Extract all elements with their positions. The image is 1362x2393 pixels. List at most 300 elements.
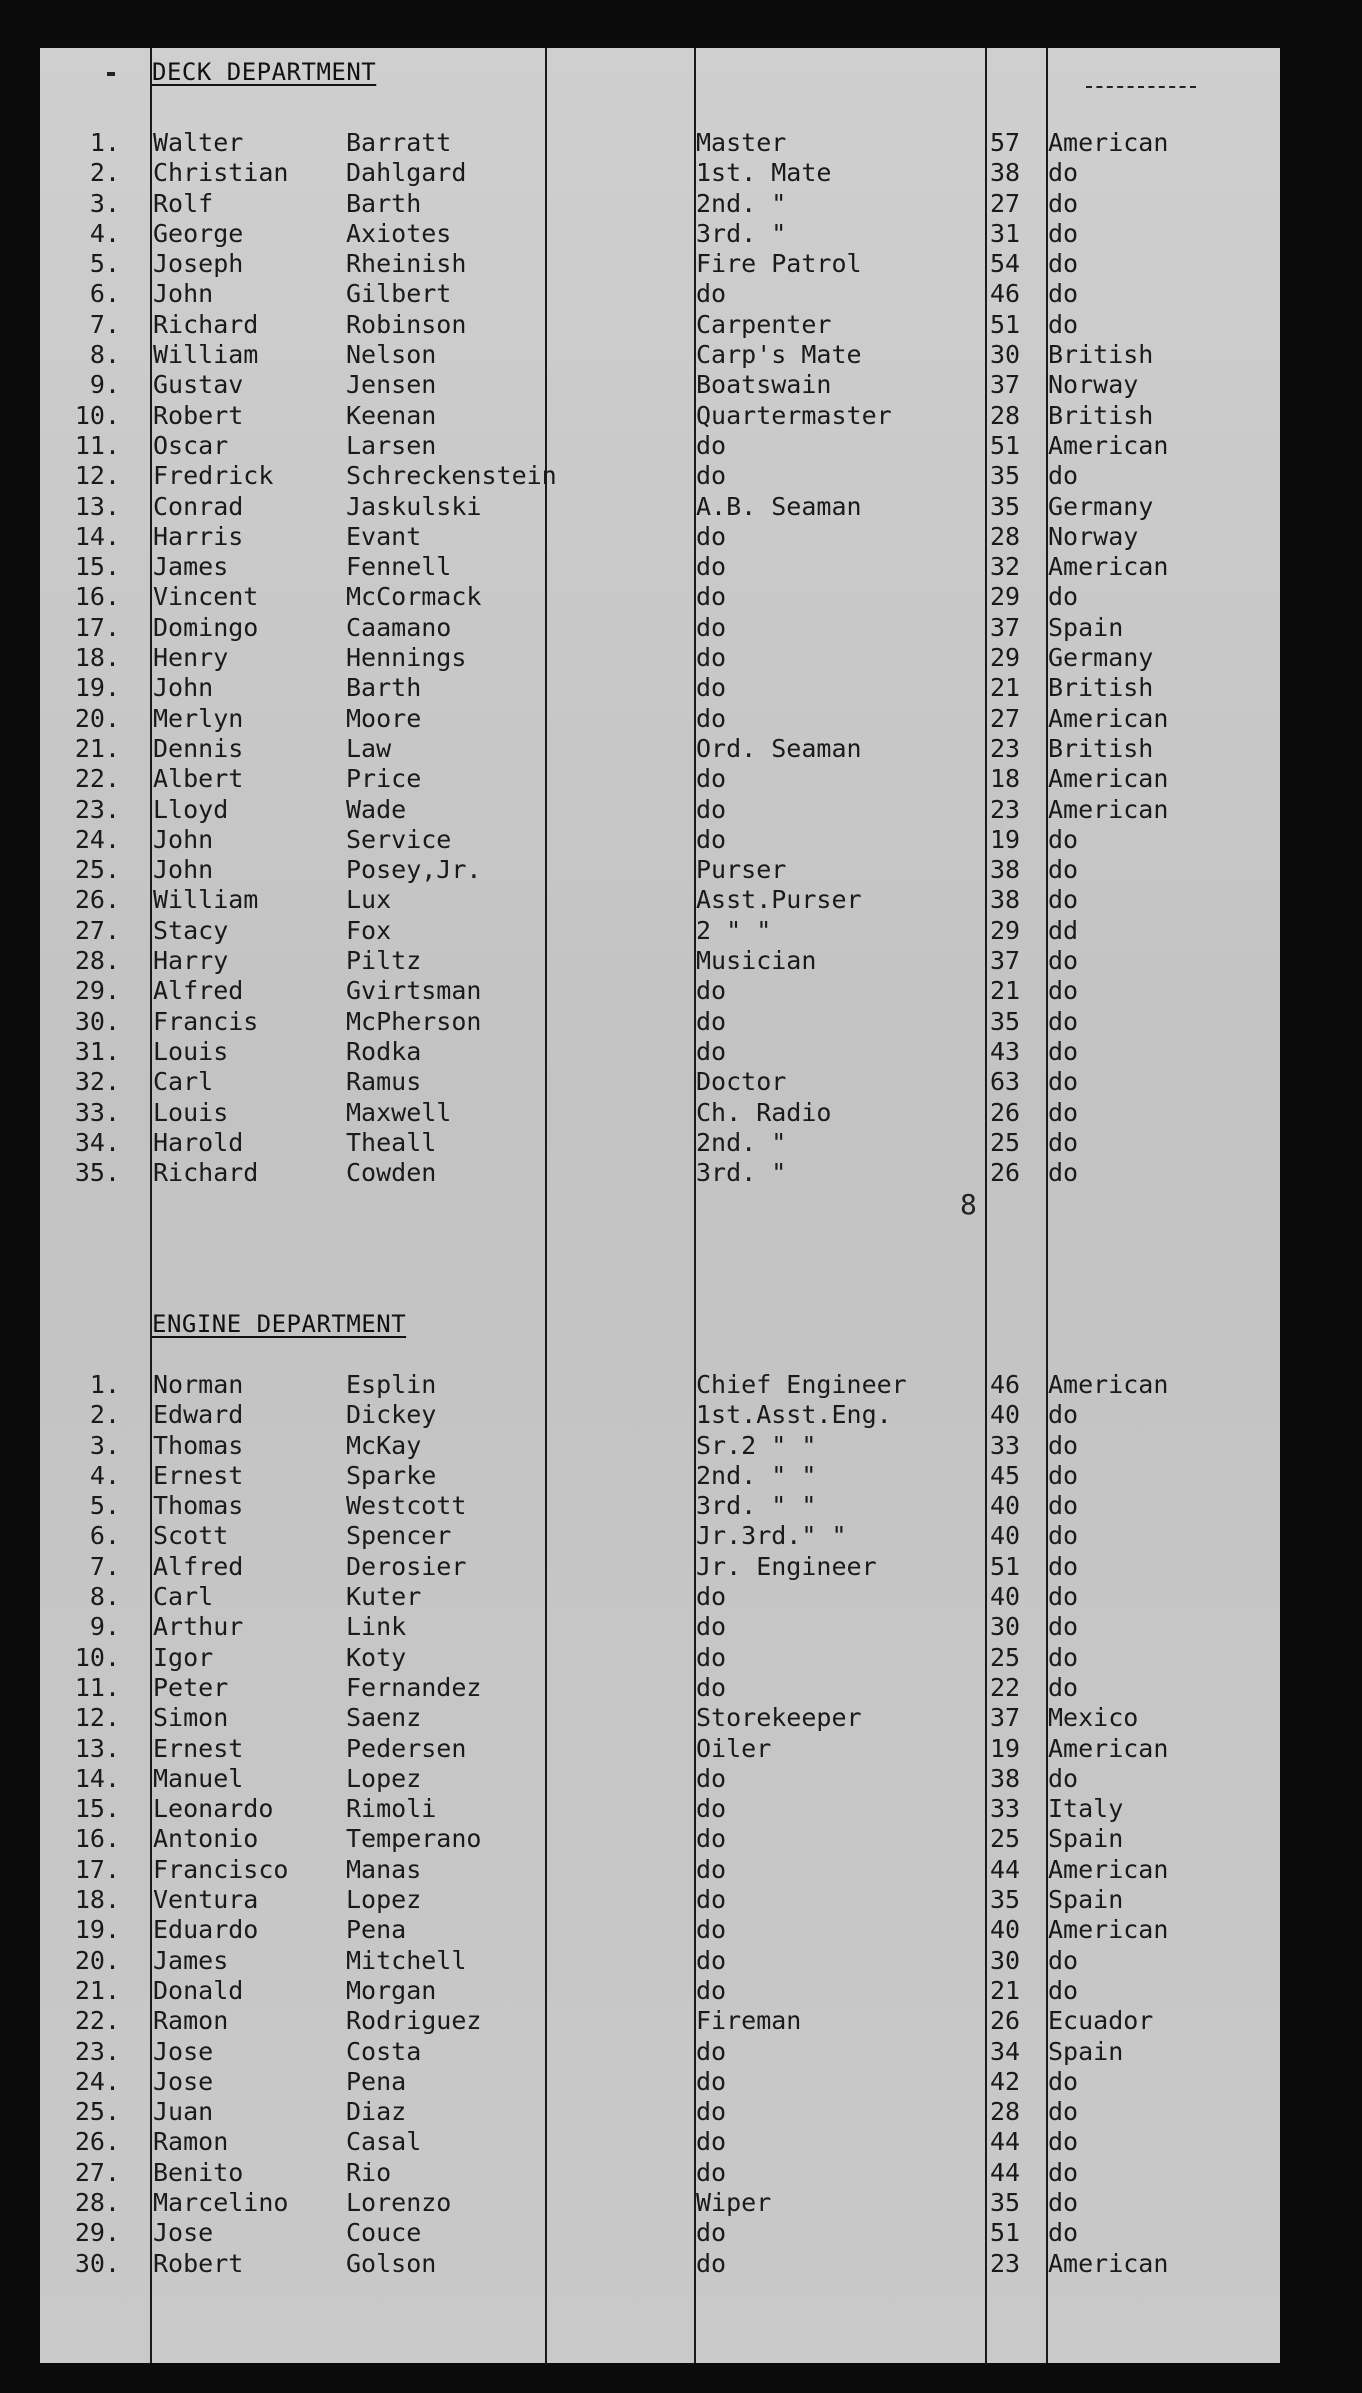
crew-age: 40 (990, 1915, 1021, 1945)
crew-number: 11. (74, 430, 120, 460)
crew-first-name: William (153, 340, 259, 370)
crew-age: 51 (990, 1551, 1021, 1581)
crew-last-name: Barratt (346, 128, 452, 157)
crew-number: 10. (74, 1642, 120, 1672)
crew-nationality: do (1048, 946, 1079, 976)
crew-first-name: John (153, 855, 214, 885)
crew-number: 15. (74, 1794, 120, 1824)
crew-age: 25 (990, 1127, 1021, 1157)
crew-last-name: Jensen (346, 370, 437, 400)
crew-age: 30 (990, 1612, 1021, 1642)
crew-first-name: Thomas (153, 1491, 244, 1521)
crew-last-name: Law (346, 733, 392, 763)
crew-age: 18 (990, 764, 1021, 794)
crew-last-name: Lopez (346, 1763, 422, 1793)
crew-row (40, 2006, 1280, 2036)
crew-last-name: Fernandez (346, 1672, 482, 1702)
crew-rank: do (696, 643, 727, 673)
crew-rank: Carpenter (696, 309, 832, 339)
crew-first-name: Leonardo (153, 1794, 274, 1824)
crew-number: 27. (74, 2157, 120, 2187)
crew-age: 21 (990, 1975, 1021, 2005)
crew-rank: 1st. Mate (696, 158, 832, 188)
crew-rank: Oiler (696, 1733, 772, 1763)
crew-last-name: Maxwell (346, 1097, 452, 1127)
crew-nationality: Ecuador (1048, 2006, 1154, 2036)
crew-rank: Carp's Mate (696, 340, 862, 370)
crew-rank: Fire Patrol (696, 249, 862, 279)
crew-nationality: do (1048, 1460, 1079, 1490)
crew-row (40, 1491, 1280, 1521)
crew-nationality: do (1048, 582, 1079, 612)
crew-age: 43 (990, 1036, 1021, 1066)
crew-row (40, 1976, 1280, 2006)
crew-nationality: Mexico (1048, 1703, 1139, 1733)
crew-number: 35. (74, 1158, 120, 1188)
crew-row (40, 1158, 1280, 1188)
crew-row (40, 2037, 1280, 2067)
crew-age: 38 (990, 1763, 1021, 1793)
crew-first-name: Joseph (153, 249, 244, 279)
crew-row (40, 1885, 1280, 1915)
crew-rank: do (696, 1006, 727, 1036)
crew-rank: Doctor (696, 1067, 787, 1097)
crew-number: 20. (74, 703, 120, 733)
crew-nationality: do (1048, 1127, 1079, 1157)
crew-last-name: Jaskulski (346, 491, 482, 521)
crew-first-name: Donald (153, 1975, 244, 2005)
crew-nationality: do (1048, 158, 1079, 188)
crew-age: 35 (990, 1885, 1021, 1915)
crew-last-name: Costa (346, 2036, 422, 2066)
crew-age: 22 (990, 1672, 1021, 1702)
crew-last-name: Sparke (346, 1460, 437, 1490)
crew-number: 33. (74, 1097, 120, 1127)
crew-last-name: Barth (346, 673, 422, 703)
crew-last-name: Cowden (346, 1158, 437, 1188)
crew-nationality: do (1048, 1551, 1079, 1581)
crew-age: 32 (990, 552, 1021, 582)
crew-first-name: Gustav (153, 370, 244, 400)
crew-nationality: do (1048, 1945, 1079, 1975)
crew-nationality: do (1048, 249, 1079, 279)
crew-age: 29 (990, 915, 1021, 945)
crew-rank: Jr.3rd." " (696, 1521, 847, 1551)
crew-number: 10. (74, 400, 120, 430)
crew-first-name: Edward (153, 1400, 244, 1430)
crew-last-name: Dahlgard (346, 158, 467, 188)
crew-number: 5. (89, 1491, 120, 1521)
crew-first-name: Stacy (153, 915, 229, 945)
crew-nationality: do (1048, 1582, 1079, 1612)
crew-row (40, 431, 1280, 461)
crew-last-name: Price (346, 764, 422, 794)
crew-last-name: Nelson (346, 340, 437, 370)
crew-first-name: Eduardo (153, 1915, 259, 1945)
crew-last-name: Saenz (346, 1703, 422, 1733)
crew-row (40, 855, 1280, 885)
crew-age: 37 (990, 946, 1021, 976)
crew-age: 51 (990, 430, 1021, 460)
crew-last-name: Piltz (346, 946, 422, 976)
crew-last-name: Fennell (346, 552, 452, 582)
crew-row (40, 2249, 1280, 2279)
crew-first-name: Antonio (153, 1824, 259, 1854)
crew-row (40, 158, 1280, 188)
crew-rank: do (696, 673, 727, 703)
crew-age: 19 (990, 824, 1021, 854)
crew-list-page (40, 48, 1280, 2363)
crew-age: 38 (990, 158, 1021, 188)
crew-last-name: Derosier (346, 1551, 467, 1581)
crew-row (40, 279, 1280, 309)
crew-row (40, 1370, 1280, 1400)
crew-row (40, 2097, 1280, 2127)
crew-rank: do (696, 2157, 727, 2187)
crew-nationality: dd (1048, 915, 1079, 945)
crew-last-name: Pedersen (346, 1733, 467, 1763)
crew-nationality: do (1048, 1975, 1079, 2005)
crew-row (40, 189, 1280, 219)
crew-number: 12. (74, 1703, 120, 1733)
crew-first-name: George (153, 218, 244, 248)
crew-rank: do (696, 1854, 727, 1884)
crew-age: 35 (990, 461, 1021, 491)
crew-first-name: Carl (153, 1582, 214, 1612)
crew-age: 44 (990, 2127, 1021, 2157)
crew-age: 35 (990, 2188, 1021, 2218)
crew-row (40, 1128, 1280, 1158)
crew-rank: do (696, 582, 727, 612)
crew-number: 21. (74, 733, 120, 763)
crew-rank: do (696, 1612, 727, 1642)
crew-last-name: Robinson (346, 309, 467, 339)
crew-number: 4. (89, 1460, 120, 1490)
crew-nationality: British (1048, 340, 1154, 370)
crew-first-name: Richard (153, 309, 259, 339)
crew-last-name: Gilbert (346, 279, 452, 309)
crew-first-name: Vincent (153, 582, 259, 612)
crew-first-name: Dennis (153, 733, 244, 763)
crew-first-name: Francis (153, 1006, 259, 1036)
crew-rank: do (696, 552, 727, 582)
crew-age: 29 (990, 582, 1021, 612)
crew-first-name: Arthur (153, 1612, 244, 1642)
crew-number: 29. (74, 976, 120, 1006)
crew-age: 40 (990, 1400, 1021, 1430)
crew-row (40, 1794, 1280, 1824)
crew-first-name: Carl (153, 1067, 214, 1097)
crew-age: 28 (990, 400, 1021, 430)
crew-last-name: McPherson (346, 1006, 482, 1036)
crew-rank: Asst.Purser (696, 885, 862, 915)
crew-rank: 3rd. " (696, 218, 787, 248)
crew-last-name: Koty (346, 1642, 407, 1672)
crew-number: 29. (74, 2218, 120, 2248)
crew-nationality: American (1048, 430, 1169, 460)
crew-age: 42 (990, 2066, 1021, 2096)
crew-rank: do (696, 430, 727, 460)
crew-rank: Storekeeper (696, 1703, 862, 1733)
crew-nationality: American (1048, 703, 1169, 733)
crew-last-name: Gvirtsman (346, 976, 482, 1006)
crew-nationality: do (1048, 2127, 1079, 2157)
crew-age: 40 (990, 1521, 1021, 1551)
crew-rank: Musician (696, 946, 817, 976)
crew-last-name: Westcott (346, 1491, 467, 1521)
crew-nationality: Spain (1048, 2036, 1124, 2066)
crew-nationality: do (1048, 1097, 1079, 1127)
crew-number: 7. (89, 1551, 120, 1581)
crew-first-name: John (153, 673, 214, 703)
crew-rank: 2nd. " (696, 188, 787, 218)
crew-number: 26. (74, 2127, 120, 2157)
crew-age: 37 (990, 612, 1021, 642)
crew-row (40, 492, 1280, 522)
crew-number: 6. (89, 1521, 120, 1551)
crew-nationality: American (1048, 1915, 1169, 1945)
crew-age: 33 (990, 1430, 1021, 1460)
crew-last-name: Evant (346, 521, 422, 551)
crew-row (40, 1098, 1280, 1128)
crew-number: 11. (74, 1672, 120, 1702)
crew-number: 3. (89, 188, 120, 218)
engine-crew-rows (40, 1370, 1280, 2279)
crew-rank: do (696, 1975, 727, 2005)
crew-last-name: Kuter (346, 1582, 422, 1612)
crew-number: 30. (74, 2248, 120, 2278)
crew-age: 27 (990, 188, 1021, 218)
crew-rank: 3rd. " " (696, 1491, 817, 1521)
crew-first-name: Jose (153, 2066, 214, 2096)
crew-nationality: do (1048, 1642, 1079, 1672)
crew-row (40, 1673, 1280, 1703)
crew-row (40, 2127, 1280, 2157)
crew-nationality: do (1048, 461, 1079, 491)
crew-last-name: Ramus (346, 1067, 422, 1097)
crew-nationality: do (1048, 279, 1079, 309)
crew-rank: do (696, 2097, 727, 2127)
crew-rank: Purser (696, 855, 787, 885)
crew-first-name: Alfred (153, 1551, 244, 1581)
crew-last-name: Esplin (346, 1370, 437, 1399)
crew-row (40, 1067, 1280, 1097)
crew-nationality: Germany (1048, 643, 1154, 673)
crew-row (40, 885, 1280, 915)
crew-first-name: Benito (153, 2157, 244, 2187)
crew-number: 14. (74, 521, 120, 551)
crew-rank: do (696, 2036, 727, 2066)
crew-first-name: Ramon (153, 2127, 229, 2157)
crew-last-name: Rodka (346, 1036, 422, 1066)
crew-first-name: Walter (153, 128, 244, 157)
crew-age: 23 (990, 794, 1021, 824)
crew-first-name: Harold (153, 1127, 244, 1157)
crew-first-name: Albert (153, 764, 244, 794)
crew-last-name: Pena (346, 1915, 407, 1945)
crew-age: 26 (990, 2006, 1021, 2036)
crew-row (40, 1521, 1280, 1551)
crew-first-name: Simon (153, 1703, 229, 1733)
crew-row (40, 552, 1280, 582)
crew-last-name: Link (346, 1612, 407, 1642)
crew-age: 34 (990, 2036, 1021, 2066)
crew-first-name: Manuel (153, 1763, 244, 1793)
crew-number: 12. (74, 461, 120, 491)
crew-age: 38 (990, 855, 1021, 885)
crew-nationality: do (1048, 1612, 1079, 1642)
crew-first-name: Domingo (153, 612, 259, 642)
crew-row (40, 2218, 1280, 2248)
crew-number: 8. (89, 340, 120, 370)
crew-number: 24. (74, 824, 120, 854)
crew-number: 25. (74, 855, 120, 885)
crew-age: 63 (990, 1067, 1021, 1097)
crew-age: 23 (990, 733, 1021, 763)
crew-rank: do (696, 1672, 727, 1702)
crew-row (40, 370, 1280, 400)
crew-rank: do (696, 1915, 727, 1945)
crew-nationality: Spain (1048, 1824, 1124, 1854)
crew-number: 19. (74, 1915, 120, 1945)
crew-rank: A.B. Seaman (696, 491, 862, 521)
crew-rank: do (696, 824, 727, 854)
crew-rank: do (696, 1824, 727, 1854)
crew-row (40, 1431, 1280, 1461)
crew-age: 31 (990, 218, 1021, 248)
crew-age: 51 (990, 2218, 1021, 2248)
crew-row (40, 582, 1280, 612)
crew-row (40, 401, 1280, 431)
crew-first-name: Jose (153, 2036, 214, 2066)
crew-age: 37 (990, 1703, 1021, 1733)
crew-nationality: Norway (1048, 521, 1139, 551)
crew-age: 51 (990, 309, 1021, 339)
crew-rank: do (696, 612, 727, 642)
crew-row (40, 2067, 1280, 2097)
crew-number: 1. (89, 128, 120, 157)
crew-first-name: Henry (153, 643, 229, 673)
crew-row (40, 976, 1280, 1006)
crew-age: 45 (990, 1460, 1021, 1490)
crew-number: 19. (74, 673, 120, 703)
crew-age: 27 (990, 703, 1021, 733)
crew-first-name: Fredrick (153, 461, 274, 491)
crew-rank: do (696, 1582, 727, 1612)
crew-number: 24. (74, 2066, 120, 2096)
crew-last-name: Posey,Jr. (346, 855, 482, 885)
crew-last-name: Mitchell (346, 1945, 467, 1975)
crew-row (40, 310, 1280, 340)
crew-nationality: Spain (1048, 1885, 1124, 1915)
crew-last-name: Diaz (346, 2097, 407, 2127)
crew-rank: Boatswain (696, 370, 832, 400)
page-marker: 8 (960, 1188, 977, 1221)
crew-rank: Sr.2 " " (696, 1430, 817, 1460)
crew-row (40, 764, 1280, 794)
crew-number: 28. (74, 946, 120, 976)
crew-last-name: Wade (346, 794, 407, 824)
deck-department-title: DECK DEPARTMENT (152, 58, 377, 86)
engine-department-title: ENGINE DEPARTMENT (152, 1310, 407, 1338)
crew-rank: Wiper (696, 2188, 772, 2218)
crew-last-name: Hennings (346, 643, 467, 673)
crew-number: 6. (89, 279, 120, 309)
crew-last-name: Caamano (346, 612, 452, 642)
crew-first-name: Norman (153, 1370, 244, 1399)
ink-mark (107, 72, 115, 76)
crew-number: 4. (89, 218, 120, 248)
crew-age: 19 (990, 1733, 1021, 1763)
crew-first-name: Oscar (153, 430, 229, 460)
crew-row (40, 734, 1280, 764)
crew-first-name: James (153, 552, 229, 582)
crew-row (40, 461, 1280, 491)
crew-number: 5. (89, 249, 120, 279)
crew-age: 30 (990, 1945, 1021, 1975)
crew-nationality: do (1048, 218, 1079, 248)
crew-last-name: Lorenzo (346, 2188, 452, 2218)
crew-age: 33 (990, 1794, 1021, 1824)
crew-last-name: Pena (346, 2066, 407, 2096)
crew-first-name: Igor (153, 1642, 214, 1672)
crew-age: 25 (990, 1824, 1021, 1854)
crew-number: 17. (74, 612, 120, 642)
crew-rank: Master (696, 128, 787, 157)
crew-age: 23 (990, 2248, 1021, 2278)
crew-last-name: Dickey (346, 1400, 437, 1430)
crew-last-name: Keenan (346, 400, 437, 430)
crew-last-name: Couce (346, 2218, 422, 2248)
crew-last-name: Lux (346, 885, 392, 915)
crew-rank: Chief Engineer (696, 1370, 907, 1399)
crew-last-name: Larsen (346, 430, 437, 460)
crew-number: 7. (89, 309, 120, 339)
crew-first-name: Marcelino (153, 2188, 289, 2218)
crew-nationality: do (1048, 2218, 1079, 2248)
crew-rank: Jr. Engineer (696, 1551, 877, 1581)
crew-rank: Fireman (696, 2006, 802, 2036)
crew-nationality: American (1048, 552, 1169, 582)
crew-last-name: Rio (346, 2157, 392, 2187)
crew-last-name: Casal (346, 2127, 422, 2157)
crew-first-name: Christian (153, 158, 289, 188)
crew-age: 28 (990, 521, 1021, 551)
crew-rank: do (696, 703, 727, 733)
crew-first-name: Juan (153, 2097, 214, 2127)
crew-last-name: Axiotes (346, 218, 452, 248)
crew-number: 8. (89, 1582, 120, 1612)
crew-nationality: do (1048, 1400, 1079, 1430)
crew-first-name: William (153, 885, 259, 915)
crew-number: 22. (74, 764, 120, 794)
crew-first-name: Scott (153, 1521, 229, 1551)
crew-number: 28. (74, 2188, 120, 2218)
crew-first-name: Louis (153, 1097, 229, 1127)
crew-row (40, 1612, 1280, 1642)
crew-nationality: do (1048, 2066, 1079, 2096)
crew-age: 21 (990, 673, 1021, 703)
crew-first-name: Merlyn (153, 703, 244, 733)
crew-first-name: Louis (153, 1036, 229, 1066)
crew-last-name: Rheinish (346, 249, 467, 279)
crew-rank: do (696, 1885, 727, 1915)
crew-rank: 2 " " (696, 915, 772, 945)
crew-last-name: Theall (346, 1127, 437, 1157)
crew-number: 32. (74, 1067, 120, 1097)
crew-last-name: Spencer (346, 1521, 452, 1551)
crew-number: 13. (74, 491, 120, 521)
